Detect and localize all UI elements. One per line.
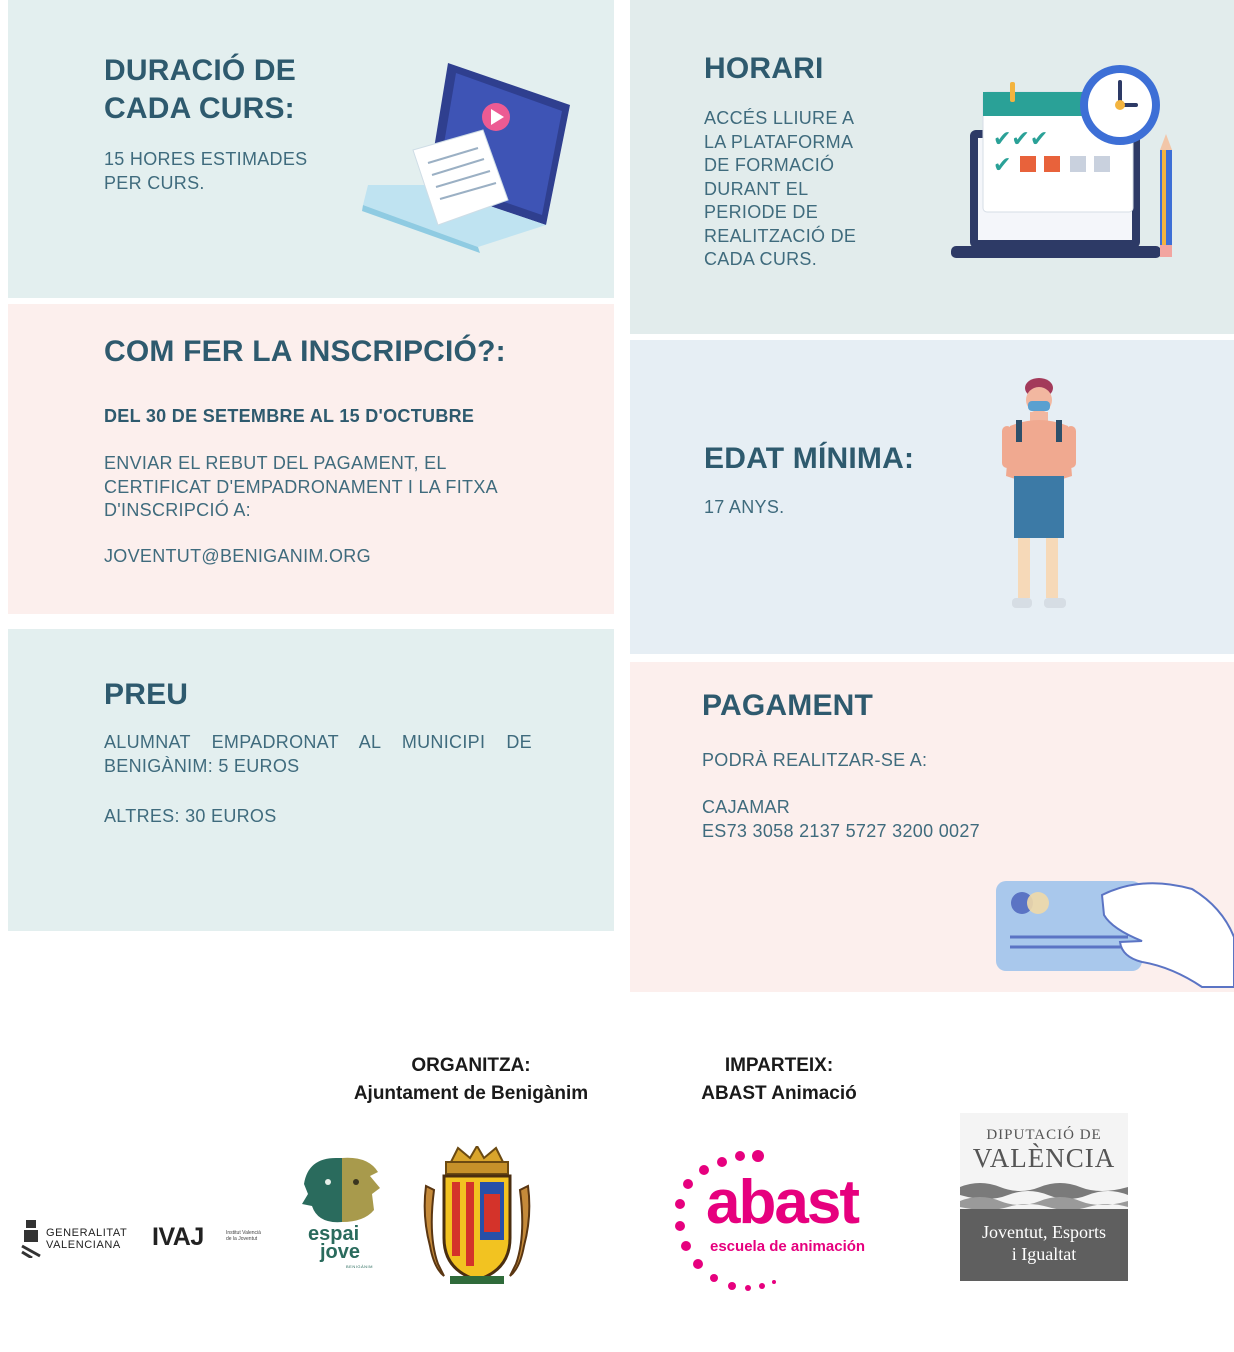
registration-panel [8,304,614,614]
gva-text: GENERALITAT VALENCIANA [46,1227,128,1251]
espai-text: espai [308,1223,360,1245]
beniganim-coat-of-arms [420,1146,534,1286]
svg-text:✔: ✔ [993,153,1012,178]
payment-bank-details: CAJAMAR ES73 3058 2137 5727 3200 0027 [702,797,980,841]
payment-title: PAGAMENT [702,689,874,722]
espai-town-text: BENIGÀNIM [346,1264,373,1269]
generalitat-valenciana-logo [20,1218,140,1258]
ivaj-logo [152,1222,268,1252]
organizer-credit: ORGANITZA: Ajuntament de Benigànim [353,1055,589,1104]
duration-title: DURACIÓ DE CADA CURS: [104,54,297,125]
diputacio-valencia-logo [960,1113,1128,1281]
ivaj-text: IVAJ [152,1223,204,1251]
price-line-1: ALUMNAT EMPADRONAT AL MUNICIPI DE BENIGÀNIM: 5 EUROS [104,732,532,776]
registration-text: ENVIAR EL REBUT DEL PAGAMENT, EL CERTIFICAT D'EMPADRONAMENT I LA FITXA D'INSCRIPCIÓ A: [104,453,498,520]
department-text: Joventut, Esports i Igualtat [982,1222,1106,1264]
registration-email: JOVENTUT@BENIGANIM.ORG [104,546,371,566]
faces-emblem-icon [298,1154,384,1226]
schedule-title: HORARI [704,52,824,85]
price-panel [8,629,614,931]
schedule-text: ACCÉS LLIURE A LA PLATAFORMA DE FORMACIÓ DURANT EL PERIODE DE REALITZACIÓ DE CADA CURS. [704,108,857,269]
duration-panel [8,0,614,298]
duration-text: 15 HORES ESTIMADES PER CURS. [104,149,308,193]
ivaj-subtitle: Institut Valencià de la Joventut [226,1230,261,1242]
student-illustration [992,376,1082,616]
price-title: PREU [104,678,189,711]
registration-dates: DEL 30 DE SETEMBRE AL 15 D'OCTUBRE [104,406,475,426]
abast-subtitle: escuela de animación [710,1238,866,1255]
price-line-2: ALTRES: 30 EUROS [104,806,277,826]
diputacio-dept-band [960,1209,1128,1281]
credit-card-hand-illustration [992,867,1234,992]
registration-title: COM FER LA INSCRIPCIÓ?: [104,335,506,368]
jove-text: jove [320,1241,361,1263]
minimum-age-panel [630,340,1234,654]
espai-jove-logo [298,1154,384,1272]
laptop-video-illustration [358,55,583,255]
instructor-credit: IMPARTEIX: ABAST Animació [701,1055,857,1104]
abast-logo [670,1146,900,1294]
svg-text:✔✔✔: ✔✔✔ [993,127,1049,152]
abast-text: abast [706,1168,858,1237]
calendar-laptop-illustration [948,60,1188,265]
bat-emblem-icon [20,1218,42,1258]
diputacio-text: DIPUTACIÓ DE [986,1127,1102,1143]
payment-panel [630,662,1234,992]
schedule-panel [630,0,1234,334]
valencia-text: VALÈNCIA [972,1143,1116,1173]
minimum-age-text: 17 ANYS. [704,497,785,517]
payment-text: PODRÀ REALITZAR-SE A: [702,750,928,770]
waves-icon [960,1179,1128,1209]
minimum-age-title: EDAT MÍNIMA: [704,442,915,475]
